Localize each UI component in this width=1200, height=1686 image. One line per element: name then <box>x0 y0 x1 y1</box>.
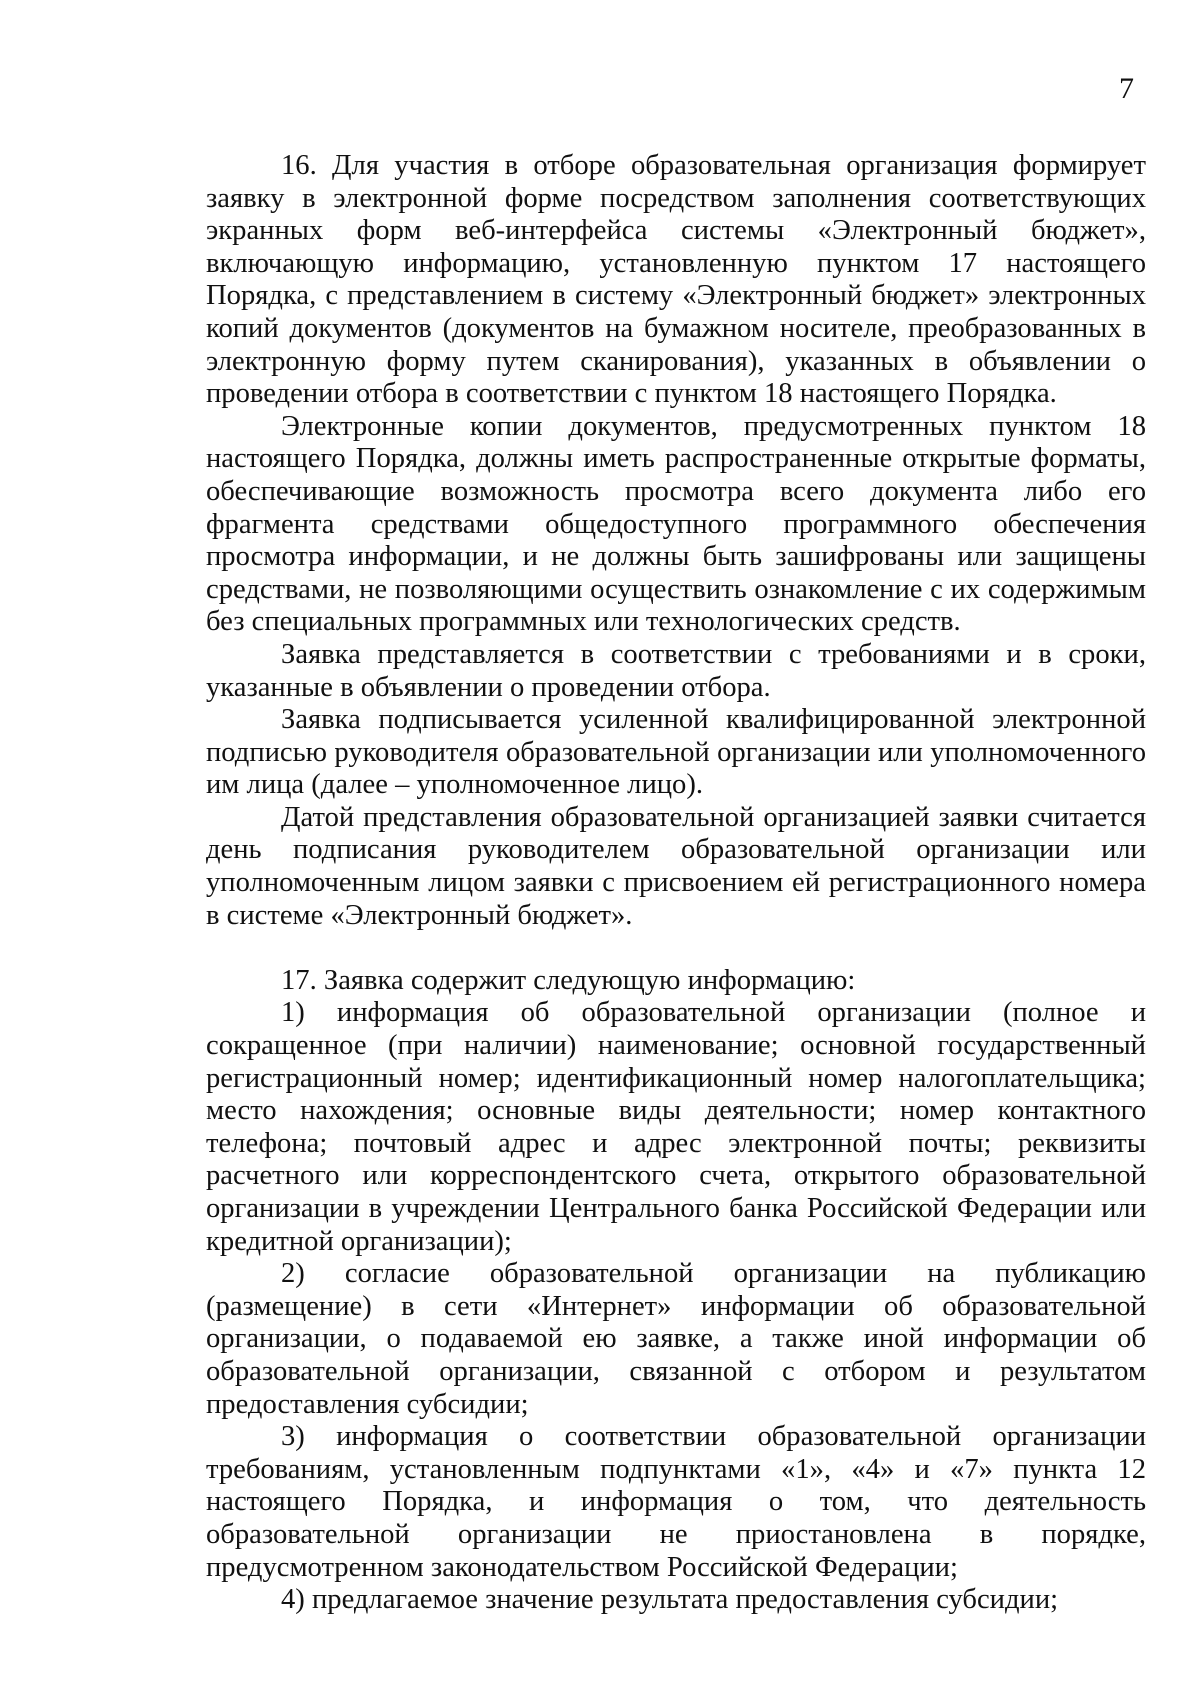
paragraph-application-signature: Заявка подписывается усиленной квалифицированной электронной подписью руководителя образовательной организации или уполномоченного им лица (далее – уполномоченное лицо). <box>206 704 1146 801</box>
paragraph-application-deadlines: Заявка представляется в соответствии с требованиями и в сроки, указанные в объявлении о проведении отбора. <box>206 638 1146 703</box>
list-item-1-organization-info: 1) информация об образовательной организации (полное и сокращенное (при наличии) наименование; основной государственный регистрационный номер; идентификационный номер налогоплательщика; место нахождения; основные виды деятельности; номер контактного телефона; почтовый адрес и адрес электронной почты; реквизиты расчетного или корреспондентского счета, открытого образовательной организации в учреждении Центрального банка Российской Федерации или кредитной организации); <box>206 997 1146 1257</box>
document-body <box>206 150 1146 1617</box>
paragraph-17-application-contents: 17. Заявка содержит следующую информацию: <box>281 964 856 996</box>
page-number: 7 <box>1119 72 1134 105</box>
list-item-2-publication-consent: 2) согласие образовательной организации на публикацию (размещение) в сети «Интернет» информации об образовательной организации, о подаваемой ею заявке, а также иной информации об образовательной организации, связанной с отбором и результатом предоставления субсидии; <box>206 1258 1146 1420</box>
list-item-3-compliance-info: 3) информация о соответствии образовательной организации требованиям, установленным подпунктами «1», «4» и «7» пункта 12 настоящего Порядка, и информация о том, что деятельность образовательной организации не приостановлена в порядке, предусмотренном законодательством Российской Федерации; <box>206 1421 1146 1583</box>
paragraph-16-application-submission: 16. Для участия в отборе образовательная организация формирует заявку в электронной форме посредством заполнения соответствующих экранных форм веб-интерфейса системы «Электронный бюджет», включающую информацию, установленную пунктом 17 настоящего Порядка, с представлением в систему «Электронный бюджет» электронных копий документов (документов на бумажном носителе, преобразованных в электронную форму путем сканирования), указанных в объявлении о проведении отбора в соответствии с пунктом 18 настоящего Порядка. <box>206 150 1146 410</box>
list-item-4-proposed-result: 4) предлагаемое значение результата предоставления субсидии; <box>281 1584 1059 1616</box>
paragraph-electronic-copies: Электронные копии документов, предусмотренных пунктом 18 настоящего Порядка, должны иметь распространенные открытые форматы, обеспечивающие возможность просмотра всего документа либо его фрагмента средствами общедоступного программного обеспечения просмотра информации, и не должны быть зашифрованы или защищены средствами, не позволяющими осуществить ознакомление с их содержимым без специальных программных или технологических средств. <box>206 410 1146 638</box>
paragraph-submission-date: Датой представления образовательной организацией заявки считается день подписания руководителем образовательной организации или уполномоченным лицом заявки с присвоением ей регистрационного номера в системе «Электронный бюджет». <box>206 801 1146 931</box>
